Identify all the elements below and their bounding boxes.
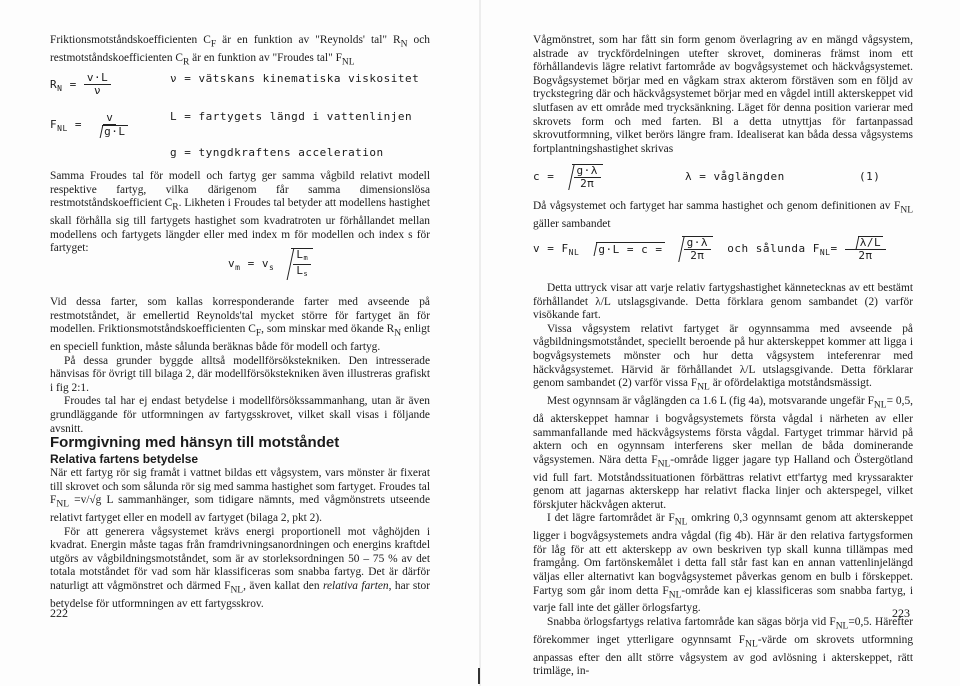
right-page: [480, 0, 960, 686]
para-mest-ogynnsam: Mest ogynnsam är våglängden ca 1.6 L (fig 4a), motsvarande ungefär $F_{NL}= 0,5$, då akterskeppet hamnar i bogvågsystemets första vågdal i närheten av eller sammanfallande med häckvågsystems första vågdal. Fartyget trimmar härvid på aktern och en ogynnsam interferens sker mellan de båda dominerande vågsystemen. Nära detta $F_{NL}$-område ligger jagare typ Halland och Östergötland vid full fart. Motståndssituationen förbättras relativt ett'fartyg med kryssarakter genom att jagarnas akterskepp har relativt flacka linjer och akterspegel, vilket förskjuter häckvågen akterut.: [533, 395, 914, 511]
def-nu: ν = vätskans kinematiska viskositet: [170, 72, 420, 85]
left-para1: [50, 170, 430, 256]
eq2-num: g·λ: [684, 237, 711, 250]
left-body: [50, 296, 430, 436]
eq-rn-lhs-sub: N: [57, 83, 63, 93]
eq-fnl-lhs-sub: NL: [57, 124, 68, 133]
eq-fnl-relation: $v = F_{NL}$ g·L = c = $\frac{g\cdot\lambda}{2\pi}$ och sålunda $F_{NL}=$ $\frac{\lambda/L}{2\pi}$: [533, 236, 913, 262]
eq-vm-num: L: [296, 248, 304, 261]
para-vagsystem: När ett fartyg rör sig framåt i vattnet bildas ett vågsystem, vars mönster är fixerat till skrovet och som sålunda rör sig med samma hastighet som fartyget. Froudes tal $F_{NL} =v/√g$ L sammanhänger, som tidigare nämnts, med vågmönstrets utseende relativt fartyget eller en modell av fartyget (bilaga 2, pkt 2).: [50, 467, 430, 525]
para-froudes-tal: Froudes tal har ej endast betydelse i modellförsökssammanhang, utan är även grundläggande för utformningen av fartygsskrovet, vilket skall visas i följande avsnitt.: [50, 395, 430, 435]
eq1-def: λ = våglängden: [685, 170, 785, 183]
eq-vm-num-sub: m: [303, 254, 309, 262]
left-section: [50, 434, 430, 612]
def-l: L = fartygets längd i vattenlinjen: [170, 110, 413, 123]
para-snabba: Snabba örlogsfartygs relativa fartområde kan sägas börja vid $F_{NL}=0,5$. Härefter förekommer inget ytterligare ogynnsamt $F_{NL}$-värde om skrovets utformning anpassas efter den allt större vågsystem av god avlösning i akterskeppet, rätt trimläge, in-: [533, 616, 914, 678]
left-intro: [50, 34, 430, 70]
para-grunder: På dessa grunder byggde alltså modellförsökstekniken. Den intresserade hänvisas för övrigt till bilaga 2, där modellförsökstekniken även illustreras grafiskt i fig 2:1.: [50, 354, 430, 394]
eq-fnl-den: g·L: [104, 125, 126, 138]
eq2-rden: 2π: [858, 249, 873, 262]
eq2-rhs: F: [812, 242, 820, 255]
para-vagmonstret: Vågmönstret, som har fått sin form genom överlagring av en mängd vågsystem, alstrade av tryckfördelningen utefter skrovet, domineras främst inom ett förhållandevis lägre relativt fartområde av bogvågsystemet och häckvågsystemet. Bogvågsystemet börjar med en vågkam strax akterom förstäven som en följd av tryckstegring där och häckvågsystemet börjar med en vågdel intill akterskeppet vid slutfasen av ett område med trycksänkning. Läget för denna position varierar med skrovets form och med farten. Bl a detta utnyttjas för fartanpassad skrovutformning, vilket berörs längre fram. Idealiserat kan båda dessa vågsystems fortplantningshastighet skrivas: [533, 34, 913, 155]
def-g: g = tyngdkraftens acceleration: [170, 146, 384, 159]
eq-rn-lhs: R: [50, 77, 58, 91]
right-para1: [533, 34, 913, 156]
para-ogynnsamma: Vissa vågsystem relativt fartyget är ogynnsamma med avseende på vågbildningsmotståndet, speciellt beroende på hur akterskeppet kommer att ligga i bogvågsystemets mönster och hur detta vågsystem inteferenrar med häckvågsystemet. Härvid är förhållandet λ/L utslagsgivande. Detta förklarar genom sambandet (2) varför vissa $F_{NL}$ är ofördelaktiga motståndsmässigt.: [533, 322, 913, 393]
eq-fnl-num: v: [103, 112, 116, 125]
eq-fnl-lhs: F: [50, 118, 58, 131]
eq1-label: (1): [859, 170, 881, 183]
eq2-text: och sålunda: [727, 242, 806, 255]
section-heading: Formgivning med hänsyn till motståndet: [50, 434, 340, 451]
eq1-lhs: c =: [533, 170, 555, 183]
eq2-rnum: λ/L: [859, 236, 882, 249]
eq2-rhs-sub: NL: [819, 248, 831, 257]
right-para2: [533, 200, 913, 231]
eq1-den: 2π: [580, 177, 595, 190]
eq2-lhs: v = F: [533, 242, 569, 255]
para-samband: Då vågsystemet och fartyget har samma hastighet och genom definitionen av $F_{NL}$ gäller sambandet: [533, 200, 913, 230]
eq-vm-lhs: v: [228, 257, 236, 270]
eq-vm-mid-sub: s: [268, 263, 275, 272]
eq2-den: 2π: [690, 249, 705, 262]
para-uttryck: Detta uttryck visar att varje relativ fartygshastighet kännetecknas av ett bestämt förhållandet λ/L utslagsgivande. Detta förklara genom sambandet (2) varför visökande fart.: [533, 282, 913, 322]
eq2-mid: g·L = c =: [598, 243, 663, 256]
eq-rn-num: v·L: [84, 72, 111, 85]
page-number-left: 222: [50, 606, 68, 620]
eq-vm-mid: v: [261, 257, 269, 270]
eq2-lhs-sub: NL: [568, 248, 580, 257]
eq-froude: $F_{NL}$ = $\frac{v}{g\cdot L}$: [50, 111, 126, 138]
eq1-num: g·λ: [574, 165, 601, 178]
eq-vm-lhs-sub: m: [235, 263, 241, 272]
para-energi: För att generera vågsystemet krävs energi proportionell mot våghöjden i kvadrat. Energin måste tagas från framdrivningsanordningen och energins kraftdel utgörs av vågbildningsmotståndet, som är av storleksordningen 50 – 75 % av det totala motståndet för vad som här klassificeras som snabba fartyg. Det är därför naturligt att vågmönstret och därmed $F_{NL}$, även kallat den relativa farten, har stor betydelse för utformningen av ett fartygsskrov.: [50, 525, 430, 610]
section-subheading: Relativa fartens betydelse: [50, 452, 199, 466]
para-lagre-fartomrade: I det lägre fartområdet är $F_{NL}$ omkring 0,3 ogynnsamt genom att akterskeppet ligger i bogvågsystemets andra vågdal (fig 4b). Här är den relativa fartygsformen för låg för att ett akterskepp av own beskriven typ skall kunna tillämpas med framgång. Om fartönskemålet i detta fall står fast kan en annan vattenlinjelängd väljas eller alternativt kan bogvågsystemet påverkas genom en bulb i förskeppet. Fartyg som går inom detta $F_{NL}$-område kan ej klassificeras som snabba fartyg, i varje fall inte det gäller örlogsfartyg.: [533, 512, 914, 615]
eq-rn-den: ν: [93, 84, 102, 97]
eq-vm-den: L: [296, 264, 304, 277]
page-number-right: 223: [892, 606, 910, 620]
intro-paragraph: Friktionsmotståndskoefficienten $C_F$ är en funktion av "Reynolds' tal" $R_N$ och restmotståndskoefficienten $C_R$ är en funktion av "Froudes tal" $F_{NL}$: [50, 34, 431, 68]
eq-vm-den-sub: s: [303, 270, 309, 278]
para-korresponderande: Vid dessa farter, som kallas korresponderande farter med avseende på restmotståndet, är emellertid Reynolds'tal mycket större för fartyget än för modellen. Friktionsmotståndskoefficienten $C_F$, som minskar med ökande $R_N$ enligt en speciell funktion, måste sålunda beräknas både för modell och fartyg.: [50, 296, 431, 354]
eq-vm-vs: $v_m = v_s$ $\frac{Lm}{Ls}$: [228, 248, 313, 280]
para-froude-likhet: Samma Froudes tal för modell och fartyg ger samma vågbild relativt modell respektive fartyg, vilka därigenom får samma dimensionslösa restmotståndskoefficient $C_R$. Likheten i Froudes tal betyder att modellens hastighet skall förhålla sig till fartygets hastighet som kvadratroten ur förhållandet mellan modellens och fartygets längder eller med index m för modellen och index s för fartyget:: [50, 170, 430, 255]
eq-reynolds: $R_N$ = $\frac{v\cdot L}{\nu}$: [50, 72, 170, 97]
right-body: [533, 282, 913, 679]
